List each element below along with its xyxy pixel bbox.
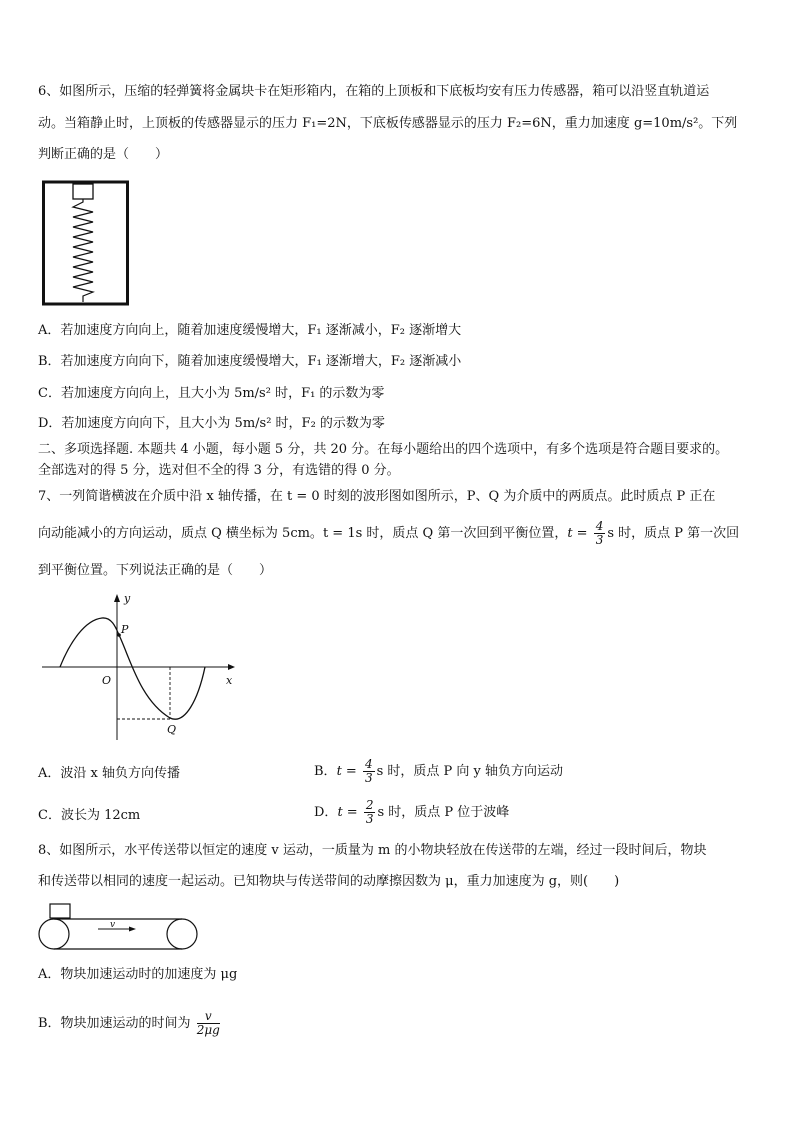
q7-option-d: D．t = $\frac{2}{3}$ s 时，质点 P 位于波峰	[314, 798, 510, 826]
q6-line-2: 动。当箱静止时，上顶板的传感器显示的压力 F₁=2N，下底板传感器显示的压力 F₂=6N，重力加速度 g=10m/s²。下列	[38, 116, 738, 131]
q7-line-2a: 向动能减小的方向运动，质点 Q 横坐标为 5cm。	[38, 526, 323, 541]
q6-option-b: B．若加速度方向向下，随着加速度缓慢增大，F₁ 逐渐增大，F₂ 逐渐减小	[38, 354, 462, 369]
q8-option-b: B．物块加速运动的时间为 $\frac{v}{2\mu g}$	[38, 1009, 220, 1037]
q6-option-c: C．若加速度方向向上，且大小为 5m/s² 时，F₁ 的示数为零	[38, 386, 385, 401]
spring-box-figure	[42, 180, 132, 308]
q7-line-2b: t = 1s 时，质点 Q 第一次回到平衡位置，	[322, 526, 568, 541]
section2-line-2: 全部选对的得 5 分，选对但不全的得 3 分，有选错的得 0 分。	[38, 463, 400, 478]
block-on-belt	[50, 904, 70, 918]
wave-curve	[60, 618, 205, 719]
q6-option-a: A．若加速度方向向上，随着加速度缓慢增大，F₁ 逐渐减小，F₂ 逐渐增大	[38, 323, 462, 338]
y-axis-arrow	[114, 594, 120, 602]
q-label: Q	[167, 723, 177, 736]
q8-line-2: 和传送带以相同的速度一起运动。已知物块与传送带间的动摩擦因数为 μ，重力加速度为 g，则( )	[38, 874, 620, 889]
y-label: y	[124, 592, 131, 605]
q7-line-2c: t =	[567, 526, 588, 541]
right-roller	[167, 919, 197, 949]
q6-line-1: 6、如图所示，压缩的轻弹簧将金属块卡在矩形箱内，在箱的上顶板和下底板均安有压力传感器，箱可以沿竖直轨道运	[38, 84, 710, 99]
velocity-label: v	[110, 920, 116, 930]
velocity-arrowhead	[129, 927, 136, 932]
q8-option-b-fraction: $\frac{v}{2\mu g}$	[196, 1009, 220, 1037]
wave-figure	[40, 590, 245, 745]
q7-line-1: 7、一列简谐横波在介质中沿 x 轴传播，在 t = 0 时刻的波形图如图所示，P、Q 为介质中的两质点。此时质点 P 正在	[38, 489, 716, 504]
metal-block	[73, 184, 93, 199]
origin-label: O	[102, 674, 112, 687]
q7-option-c: C．波长为 12cm	[38, 808, 141, 823]
q8-line-1: 8、如图所示，水平传送带以恒定的速度 v 运动，一质量为 m 的小物块轻放在传送带的左端，经过一段时间后，物块	[38, 843, 707, 858]
q8-option-a: A．物块加速运动时的加速度为 μg	[38, 967, 238, 982]
x-axis-arrow	[228, 664, 235, 670]
q7-time-fraction: $\frac{4}{3}$	[595, 519, 604, 547]
q7-option-d-fraction: $\frac{2}{3}$	[365, 798, 374, 826]
q6-option-d: D．若加速度方向向下，且大小为 5m/s² 时，F₂ 的示数为零	[38, 416, 385, 431]
section2-line-1: 二、多项选择题. 本题共 4 小题，每小题 5 分，共 20 分。在每小题给出的四个选项中，有多个选项是符合题目要求的。	[38, 442, 729, 457]
x-label: x	[226, 674, 233, 687]
compressed-spring	[73, 199, 93, 302]
box-outline	[44, 182, 128, 304]
left-roller	[39, 919, 69, 949]
p-label: P	[121, 623, 129, 636]
q7-line-2d: s 时，质点 P 第一次回	[607, 526, 740, 541]
q7-option-b: B．t = $\frac{4}{3}$ s 时，质点 P 向 y 轴负方向运动	[314, 757, 564, 785]
q7-line-3: 到平衡位置。下列说法正确的是（ ）	[38, 563, 273, 578]
q6-line-3: 判断正确的是（ ）	[38, 147, 169, 162]
q7-option-b-fraction: $\frac{4}{3}$	[364, 757, 373, 785]
q7-option-a: A．波沿 x 轴负方向传播	[38, 766, 180, 781]
q7-line-2	[38, 520, 739, 547]
conveyor-belt-figure	[36, 902, 202, 954]
